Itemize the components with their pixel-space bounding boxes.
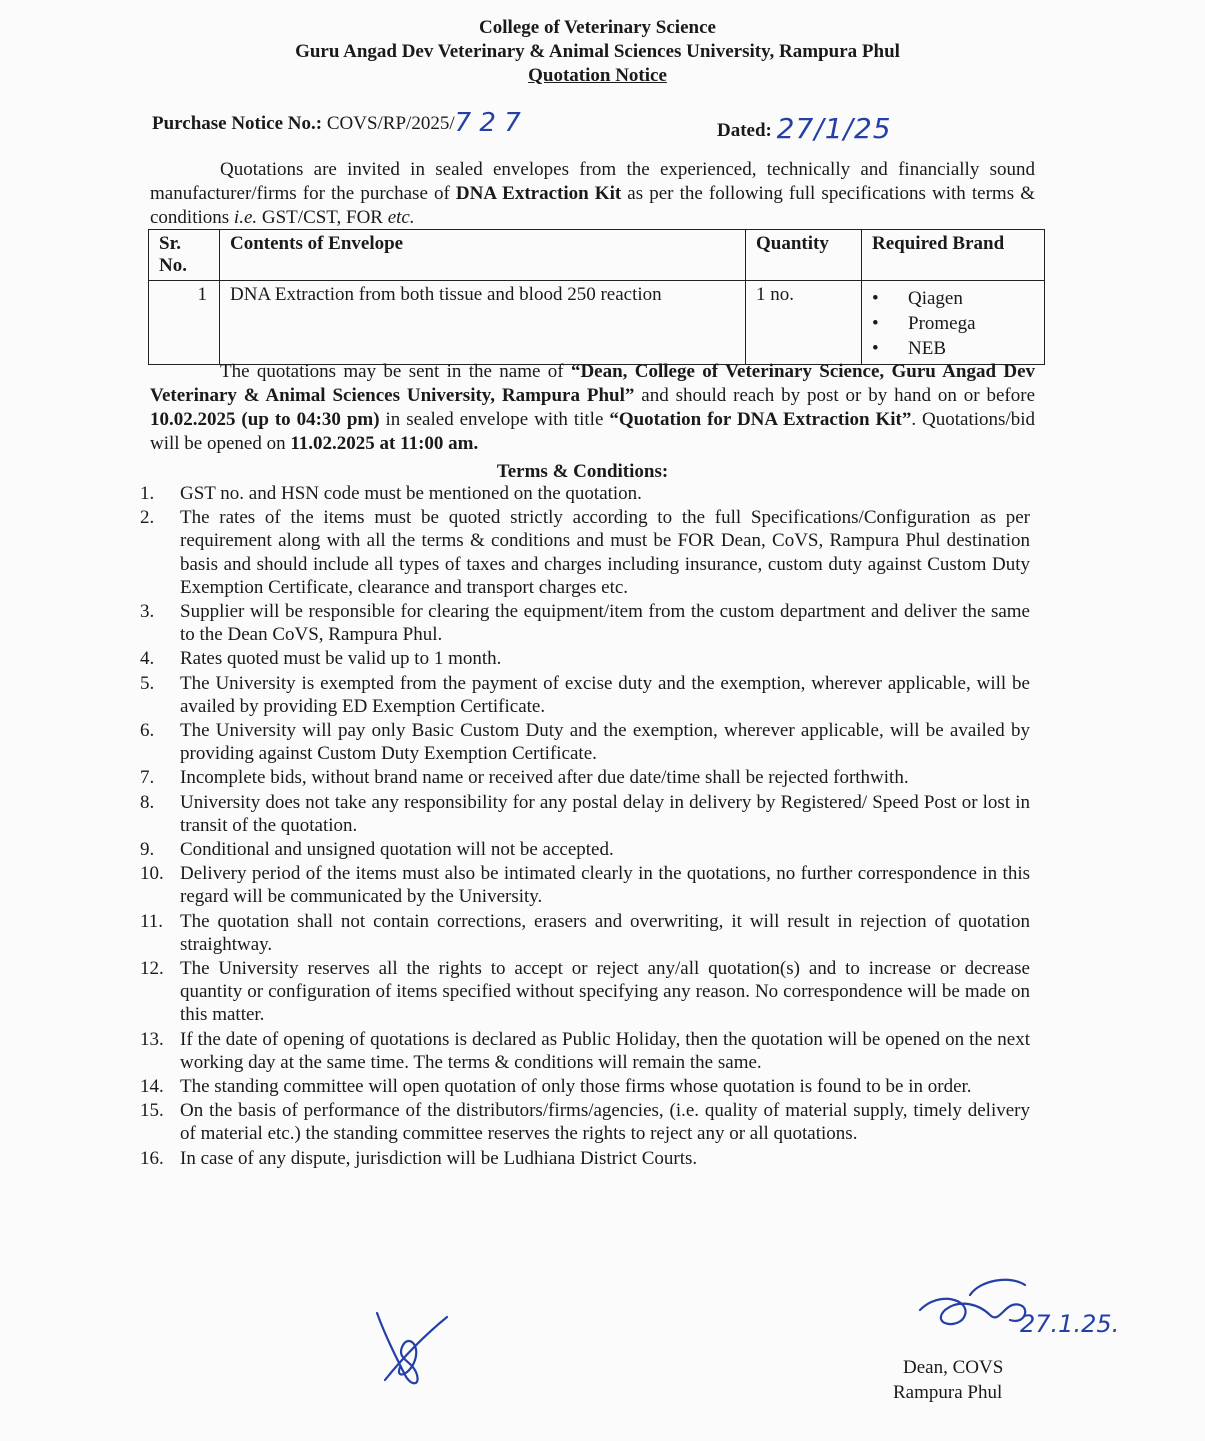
list-item: 12. The University reserves all the rights to accept or reject any/all quotation(s) and to increase or decrease quantity or configuration of items specified without specifying any reason. No correspondence will be made on this matter.	[140, 958, 1030, 1026]
list-item: 1. GST no. and HSN code must be mentioned on the quotation.	[140, 483, 642, 504]
envelope-table	[148, 229, 1045, 365]
bullet-icon: •	[872, 338, 879, 359]
notice-title: Quotation Notice	[528, 65, 667, 86]
term-text: The quotation shall not contain corrections, erasers and overwriting, it will result in rejection of quotation straightway.	[180, 910, 1030, 955]
list-item: 4. Rates quoted must be valid up to 1 month.	[140, 648, 502, 670]
college-name: College of Veterinary Science	[479, 17, 716, 38]
terms-heading: Terms & Conditions:	[496, 461, 669, 482]
handwritten-date: 27/1/25	[776, 112, 892, 145]
term-text: GST no. and HSN code must be mentioned on the quotation.	[180, 483, 642, 504]
list-item: 7. Incomplete bids, without brand name or received after due date/time shall be rejected forthwith.	[140, 767, 909, 789]
term-text: Supplier will be responsible for clearing the equipment/item from the custom department and deliver the same to the Dean CoVS, Rampura Phul.	[180, 601, 1030, 646]
list-item: 15. On the basis of performance of the distributors/firms/agencies, (i.e. quality of material supply, timely delivery of material etc.) the standing committee reserves the rights to reject any or all quotations.	[140, 1100, 1030, 1145]
term-text: Conditional and unsigned quotation will not be accepted.	[180, 839, 614, 861]
signatory-place: Rampura Phul	[893, 1382, 1003, 1403]
table-header-row	[149, 230, 1045, 281]
list-item: 3. Supplier will be responsible for clearing the equipment/item from the custom department and deliver the same to the Dean CoVS, Rampura Phul.	[140, 601, 1030, 646]
purchase-notice-prefix: COVS/RP/2025/	[326, 113, 455, 134]
term-text: Delivery period of the items must also be intimated clearly in the quotations, no further correspondence in this regard will be communicated by the University.	[180, 863, 1030, 908]
brand-name: Promega	[908, 313, 976, 334]
intro-etc: etc.	[387, 207, 415, 228]
handwritten-notice-number: 7 2 7	[454, 108, 521, 138]
bullet-icon: •	[872, 313, 879, 334]
notice-date	[717, 110, 892, 143]
col-quantity: Quantity	[746, 230, 862, 281]
list-item: 13. If the date of opening of quotations is declared as Public Holiday, then the quotation will be opened on the next working day at the same time. The terms & conditions will remain the same.	[140, 1028, 1030, 1073]
term-text: In case of any dispute, jurisdiction will be Ludhiana District Courts.	[180, 1147, 698, 1169]
cell-sr: 1	[149, 281, 220, 365]
purchase-notice-number	[152, 106, 521, 136]
term-text: The University will pay only Basic Custom Duty and the exemption, wherever applicable, will be availed by providing against Custom Duty Exemption Certificate.	[180, 720, 1030, 765]
intro-item: DNA Extraction Kit	[455, 183, 622, 204]
intro-text-2: as per the following full specifications with terms & conditions	[150, 183, 1035, 228]
dated-label: Dated:	[717, 120, 772, 141]
brand-list	[872, 286, 1034, 361]
intro-text-3: GST/CST, FOR	[257, 207, 388, 228]
bullet-icon: •	[872, 288, 879, 309]
table-row	[149, 281, 1045, 365]
list-item: 2. The rates of the items must be quoted strictly according to the full Specifications/Configuration as per requirement along with all the terms & conditions and must be FOR Dean, CoVS, Rampura Phul destination basis and should include all types of taxes and charges including insurance, custom duty against Custom Duty Exemption Certificate, clearance and transport charges etc.	[140, 507, 1030, 598]
brand-item	[872, 336, 1034, 361]
envelope-title: “Quotation for DNA Extraction Kit”	[609, 409, 912, 430]
list-item: 10. Delivery period of the items must also be intimated clearly in the quotations, no further correspondence in this regard will be communicated by the University.	[140, 863, 1030, 908]
send-text-2: and should reach by post or by hand on or before	[634, 385, 1035, 406]
intro-ie: i.e.	[233, 207, 258, 228]
university-name: Guru Angad Dev Veterinary & Animal Sciences University, Rampura Phul	[295, 41, 900, 62]
cell-contents: DNA Extraction from both tissue and blood 250 reaction	[220, 281, 746, 365]
term-text: University does not take any responsibility for any postal delay in delivery by Registered/ Speed Post or lost in transit of the quotation.	[180, 791, 1030, 836]
brand-item	[872, 311, 1034, 336]
send-text-4: . Quotations/bid will be opened on	[150, 409, 1035, 454]
signatory-block	[893, 1355, 1003, 1405]
cell-brands	[862, 281, 1045, 365]
opening-date: 11.02.2025 at 11:00 am.	[290, 433, 479, 454]
brand-name: NEB	[908, 338, 946, 359]
term-text: The rates of the items must be quoted strictly according to the full Specifications/Configuration as per requirement along with all the terms & conditions and must be FOR Dean, CoVS, Rampura Phul destination basis and should include all types of taxes and charges including insurance, custom duty against Custom Duty Exemption Certificate, clearance and transport charges etc.	[180, 507, 1030, 598]
term-text: The University is exempted from the payment of excise duty and the exemption, wherever applicable, will be availed by providing ED Exemption Certificate.	[180, 672, 1030, 717]
col-brand: Required Brand	[862, 230, 1045, 281]
intro-text-1: Quotations are invited in sealed envelopes from the experienced, technically and financially sound manufacturer/firms for the purchase of	[150, 159, 1035, 204]
send-text-3: in sealed envelope with title	[379, 409, 610, 430]
list-item: 11. The quotation shall not contain corrections, erasers and overwriting, it will result in rejection of quotation straightway.	[140, 910, 1030, 955]
letterhead	[0, 16, 1205, 88]
term-text: On the basis of performance of the distributors/firms/agencies, (i.e. quality of material supply, timely delivery of material etc.) the standing committee reserves the rights to reject any or all quotations.	[180, 1100, 1030, 1145]
dean-signature-icon	[910, 1270, 1120, 1350]
list-item: 5. The University is exempted from the payment of excise duty and the exemption, wherever applicable, will be availed by providing ED Exemption Certificate.	[140, 672, 1030, 717]
send-text-1: The quotations may be sent in the name of	[220, 361, 571, 382]
initials-signature-icon	[365, 1305, 455, 1395]
signatory-designation: Dean, COVS	[903, 1357, 1004, 1378]
term-text: Rates quoted must be valid up to 1 month.	[180, 648, 502, 670]
term-text: The standing committee will open quotation of only those firms whose quotation is found to be in order.	[180, 1076, 972, 1098]
deadline: 10.02.2025 (up to 04:30 pm)	[150, 409, 380, 430]
col-contents: Contents of Envelope	[220, 230, 746, 281]
term-text: Incomplete bids, without brand name or received after due date/time shall be rejected forthwith.	[180, 767, 909, 789]
terms-list	[140, 482, 1030, 1171]
list-item: 6. The University will pay only Basic Custom Duty and the exemption, wherever applicable, will be availed by providing against Custom Duty Exemption Certificate.	[140, 720, 1030, 765]
brand-name: Qiagen	[908, 288, 963, 309]
list-item: 16. In case of any dispute, jurisdiction will be Ludhiana District Courts.	[140, 1147, 698, 1169]
addressee: “Dean, College of Veterinary Science, Guru Angad Dev Veterinary & Animal Sciences University, Rampura Phul”	[150, 361, 1035, 406]
list-item: 14. The standing committee will open quotation of only those firms whose quotation is found to be in order.	[140, 1076, 972, 1098]
term-text: If the date of opening of quotations is declared as Public Holiday, then the quotation will be opened on the next working day at the same time. The terms & conditions will remain the same.	[180, 1028, 1030, 1073]
list-item: 8. University does not take any responsibility for any postal delay in delivery by Registered/ Speed Post or lost in transit of the quotation.	[140, 791, 1030, 836]
col-sr-no: Sr. No.	[149, 230, 220, 281]
brand-item	[872, 286, 1034, 311]
purchase-notice-label: Purchase Notice No.:	[152, 113, 323, 134]
cell-quantity: 1 no.	[746, 281, 862, 365]
list-item: 9. Conditional and unsigned quotation will not be accepted.	[140, 839, 614, 861]
submission-paragraph	[150, 360, 1035, 456]
intro-paragraph	[150, 158, 1035, 230]
handwritten-signature-date: 27.1.25.	[1020, 1310, 1120, 1338]
term-text: The University reserves all the rights to accept or reject any/all quotation(s) and to increase or decrease quantity or configuration of items specified without specifying any reason. No correspondence will be made on this matter.	[180, 958, 1030, 1026]
